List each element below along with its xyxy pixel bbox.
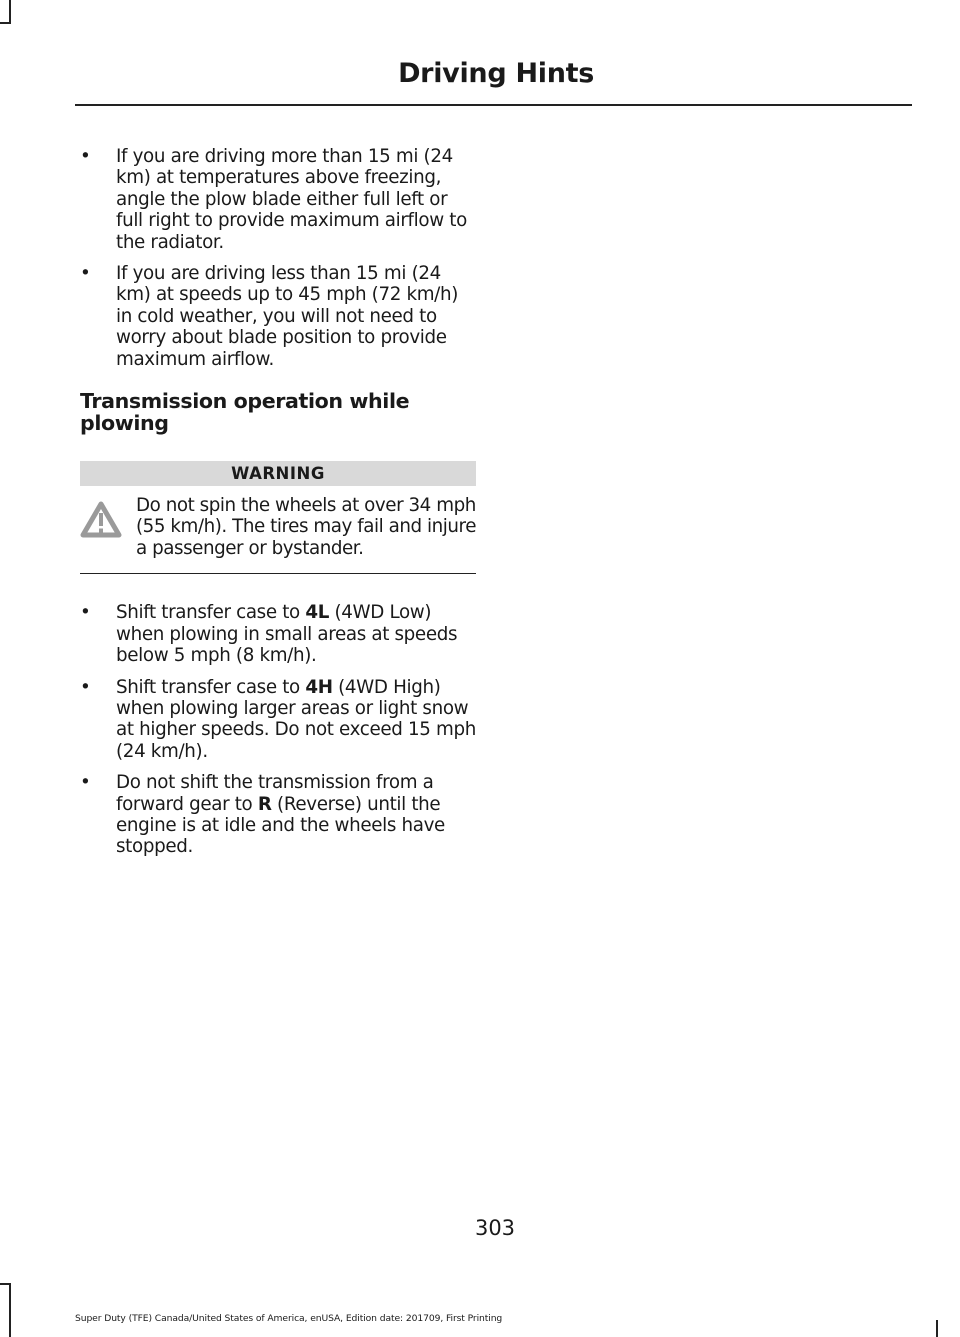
gear-label-4l: 4L <box>305 602 329 624</box>
crop-mark-top-left-v <box>9 0 11 24</box>
warning-rule <box>80 573 476 574</box>
list-item <box>80 677 476 763</box>
header-rule <box>75 104 912 106</box>
bullet-marker: • <box>80 146 91 167</box>
bullet-text: If you are driving less than 15 mi (24 km) at speeds up to 45 mph (72 km/h) in cold weather, you will not need to worry about blade position to provide maximum airflow. <box>116 263 459 370</box>
page-number: 303 <box>474 1216 516 1240</box>
crop-mark-bottom-right-v <box>936 1320 938 1337</box>
list-item <box>80 146 476 253</box>
bullet-text-before: Shift transfer case to <box>116 602 306 624</box>
bullet-text-after: (4WD Low) when plowing in small areas at speeds below 5 mph (8 km/h). <box>116 602 458 667</box>
intro-bullet-list <box>80 146 476 370</box>
page-title: Driving Hints <box>398 58 594 89</box>
bullet-marker: • <box>80 676 91 698</box>
gear-label-r: R <box>257 793 272 815</box>
warning-label: WARNING <box>80 461 476 486</box>
section-heading: Transmission operation while plowing <box>80 389 410 436</box>
bullet-text-before: Shift transfer case to <box>116 676 306 698</box>
bullet-text-after: (Reverse) until the engine is at idle and the wheels have stopped. <box>116 793 445 858</box>
bullet-marker: • <box>80 263 91 285</box>
warning-body <box>80 495 476 573</box>
bullet-text: If you are driving more than 15 mi (24 km) at temperatures above freezing, angle the plow blade either full left or full right to provide maximum airflow to the radiator. <box>116 146 467 253</box>
transmission-bullet-list <box>80 602 476 857</box>
bullet-text-after: (4WD High) when plowing larger areas or light snow at higher speeds. Do not exceed 15 mph (24 km/h). <box>116 676 476 762</box>
crop-mark-bottom-left-h <box>0 1283 11 1285</box>
warning-text: Do not spin the wheels at over 34 mph (55 km/h). The tires may fail and injure a passenger or bystander. <box>136 495 477 559</box>
warning-triangle-icon <box>80 495 136 543</box>
list-item <box>80 602 476 666</box>
gear-label-4h: 4H <box>305 676 333 698</box>
warning-box <box>80 461 476 574</box>
footer-text: Super Duty (TFE) Canada/United States of America, enUSA, Edition date: 201709, First Printing <box>75 1313 503 1324</box>
bullet-marker: • <box>80 772 91 794</box>
crop-mark-bottom-left-v <box>9 1283 11 1337</box>
list-item <box>80 772 476 858</box>
list-item <box>80 263 476 370</box>
main-column <box>80 146 476 868</box>
bullet-text-before: Do not shift the transmission from a forward gear to <box>116 772 434 815</box>
bullet-marker: • <box>80 602 91 624</box>
crop-mark-top-left-h <box>0 22 11 24</box>
